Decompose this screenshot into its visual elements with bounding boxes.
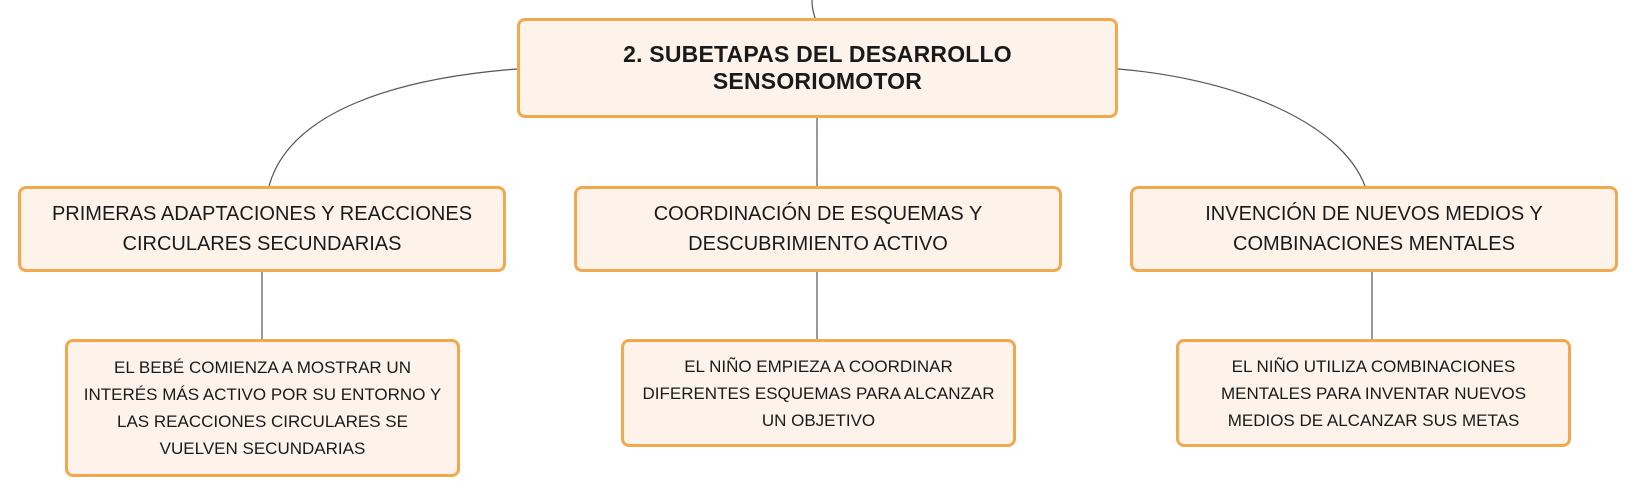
connector-root-to-child-1 bbox=[269, 69, 517, 186]
topic-node-label: INVENCIÓN DE NUEVOS MEDIOS Y COMBINACIONES MENTALES bbox=[1205, 203, 1543, 255]
root-node-label: 2. SUBETAPAS DEL DESARROLLO SENSORIOMOTOR bbox=[623, 41, 1012, 94]
topic-node-label: COORDINACIÓN DE ESQUEMAS Y DESCUBRIMIENTO ACTIVO bbox=[653, 203, 983, 255]
detail-node-text: EL BEBÉ COMIENZA A MOSTRAR UN INTERÉS MÁS ACTIVO POR SU ENTORNO Y LAS REACCIONES CIRCULARES SE VUELVEN SECUNDARIAS bbox=[83, 358, 442, 458]
detail-node-text: EL NIÑO EMPIEZA A COORDINAR DIFERENTES ESQUEMAS PARA ALCANZAR UN OBJETIVO bbox=[642, 356, 995, 430]
topic-node-invencion-medios[interactable] bbox=[1130, 186, 1618, 272]
connector-root-to-child-3 bbox=[1118, 69, 1365, 186]
connector-parent-to-root bbox=[812, 0, 815, 18]
topic-node-label: PRIMERAS ADAPTACIONES Y REACCIONES CIRCULARES SECUNDARIAS bbox=[51, 203, 473, 255]
topic-node-primeras-adaptaciones[interactable] bbox=[18, 186, 506, 272]
detail-node-coordinacion-esquemas[interactable] bbox=[621, 339, 1016, 447]
root-node-title[interactable] bbox=[517, 18, 1118, 118]
detail-node-text: EL NIÑO UTILIZA COMBINACIONES MENTALES PARA INVENTAR NUEVOS MEDIOS DE ALCANZAR SUS METAS bbox=[1220, 356, 1527, 430]
topic-node-coordinacion-esquemas[interactable] bbox=[574, 186, 1062, 272]
detail-node-invencion-medios[interactable] bbox=[1176, 339, 1571, 447]
detail-node-primeras-adaptaciones[interactable] bbox=[65, 339, 460, 477]
